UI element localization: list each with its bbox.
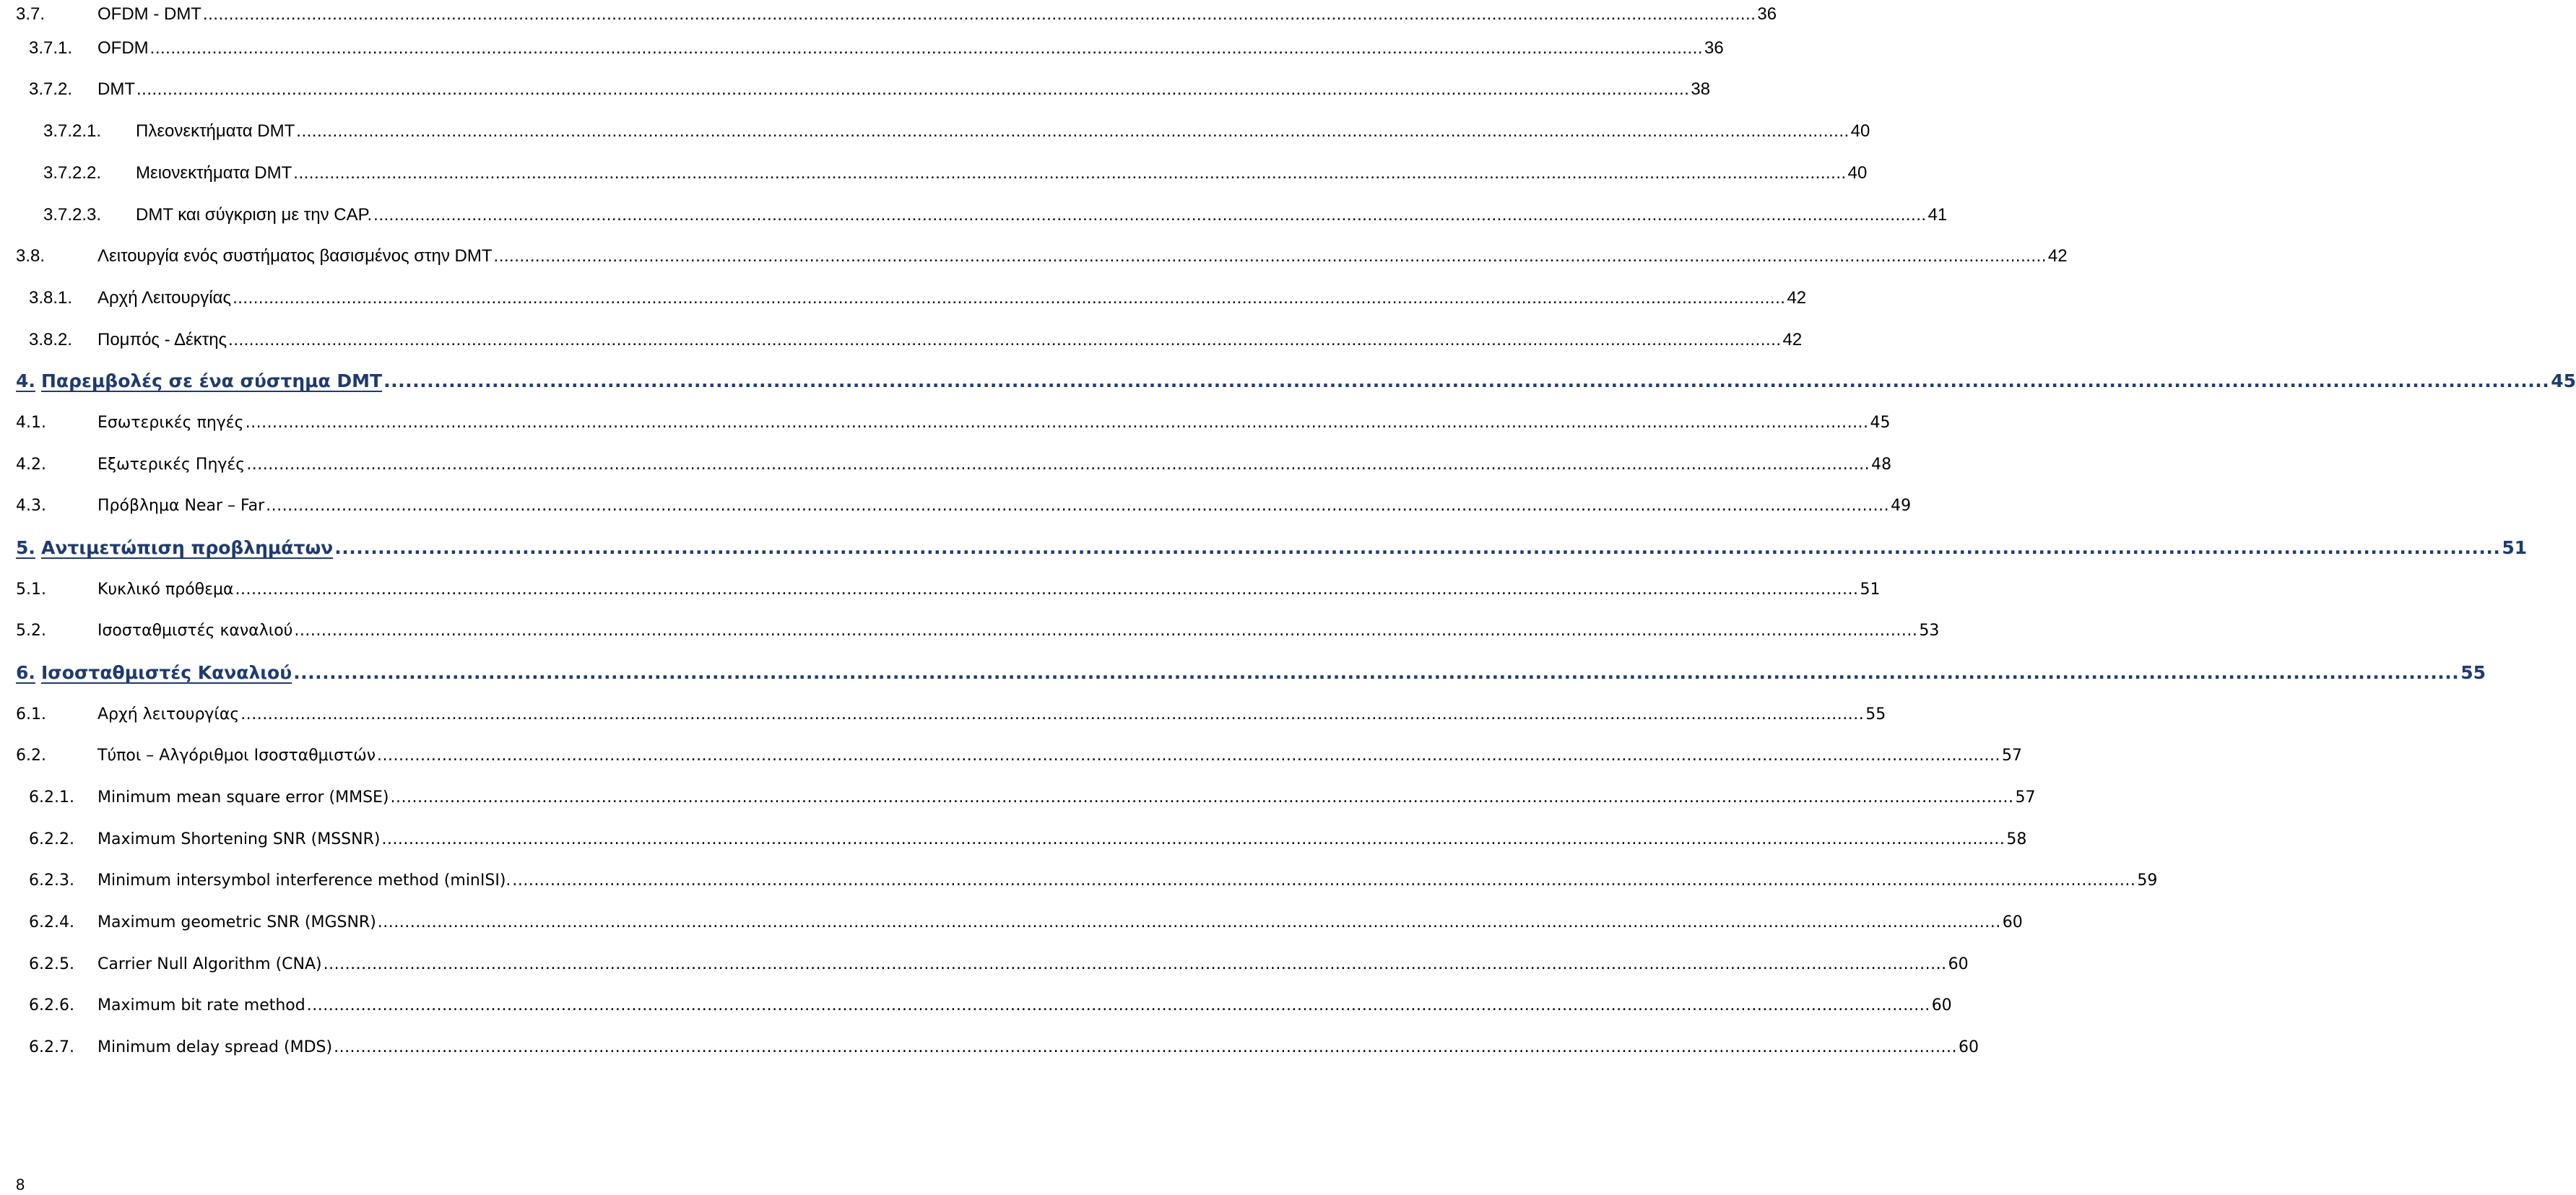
dot-leader: ............................................................................................................................................................................................................................................................................................................	[233, 288, 1786, 308]
toc-entry-page: 42	[2047, 246, 2068, 266]
toc-entry[interactable]	[16, 742, 2022, 770]
toc-entry-number: 3.7.2.	[29, 79, 73, 99]
toc-entry-page: 36	[1704, 38, 1724, 58]
toc-entry-page: 40	[1850, 121, 1870, 141]
dot-leader: ............................................................................................................................................................................................................................................................................................................	[381, 830, 2005, 848]
toc-entry-number: 3.7.2.3.	[43, 205, 102, 225]
toc-entry-page: 59	[2137, 872, 2158, 890]
dot-leader: ............................................................................................................................................................................................................................................................................................................	[334, 537, 2501, 558]
toc-entry[interactable]	[29, 75, 1711, 104]
toc-entry[interactable]	[16, 492, 1912, 521]
toc-entry-number: 6.2.1.	[29, 788, 74, 807]
toc-entry-title: Minimum intersymbol interference method (minISI).	[97, 872, 511, 890]
toc-entry-title: Αντιμετώπιση προβλημάτων	[41, 537, 334, 558]
toc-entry-number: 6.	[16, 662, 35, 683]
toc-entry-page: 60	[2002, 913, 2023, 931]
dot-leader: ............................................................................................................................................................................................................................................................................................................	[306, 996, 1930, 1014]
toc-entry-title: Πομπός - Δέκτης	[97, 330, 227, 349]
dot-leader: ............................................................................................................................................................................................................................................................................................................	[390, 788, 2014, 807]
toc-entry-title: Ισοσταθμιστές Καναλιού	[41, 662, 292, 683]
toc-entry-title: Αρχή Λειτουργίας	[97, 288, 232, 308]
toc-entry-page: 55	[2460, 662, 2486, 683]
toc-entry-number: 6.2.2.	[29, 830, 74, 848]
toc-entry[interactable]	[16, 409, 1891, 438]
dot-leader: ............................................................................................................................................................................................................................................................................................................	[293, 662, 2460, 683]
toc-entry-page: 48	[1871, 456, 1892, 474]
toc-entry-title: Carrier Null Algorithm (CNA)	[97, 955, 322, 973]
toc-entry-page: 41	[1927, 205, 1948, 225]
toc-entry-number: 3.7.	[16, 4, 45, 24]
toc-entry-number: 3.7.2.2.	[43, 163, 102, 183]
toc-entry[interactable]	[29, 783, 2036, 812]
dot-leader: ............................................................................................................................................................................................................................................................................................................	[377, 747, 2000, 765]
toc-entry[interactable]	[43, 201, 1948, 230]
toc-entry-title: OFDM - DMT	[97, 4, 201, 24]
toc-entry-page: 40	[1847, 163, 1868, 183]
toc-entry-page: 45	[2551, 370, 2576, 391]
toc-entry-page: 58	[2006, 830, 2027, 848]
dot-leader: ............................................................................................................................................................................................................................................................................................................	[296, 121, 1849, 141]
toc-entry[interactable]	[16, 575, 1881, 604]
dot-leader: ............................................................................................................................................................................................................................................................................................................	[512, 872, 2136, 890]
toc-entry-title: Πλεονεκτήματα DMT	[136, 121, 295, 141]
toc-entry-page: 45	[1870, 414, 1891, 432]
toc-entry-page: 57	[2015, 788, 2036, 807]
toc-entry[interactable]	[16, 451, 1892, 479]
toc-chapter-entry[interactable]	[16, 659, 2486, 687]
toc-entry[interactable]	[16, 0, 1777, 29]
toc-entry-title: OFDM	[97, 38, 149, 58]
toc-entry[interactable]	[29, 1033, 1979, 1062]
dot-leader: ............................................................................................................................................................................................................................................................................................................	[202, 4, 1756, 24]
dot-leader: ............................................................................................................................................................................................................................................................................................................	[373, 205, 1927, 225]
toc-entry[interactable]	[43, 159, 1868, 188]
toc-entry-page: 42	[1787, 288, 1807, 308]
toc-entry[interactable]	[29, 866, 2158, 895]
toc-entry-page: 60	[1948, 955, 1969, 973]
toc-entry-title: Maximum geometric SNR (MGSNR)	[97, 913, 376, 931]
toc-entry-title: Παρεμβολές σε ένα σύστημα DMT	[41, 370, 383, 391]
toc-entry-page: 55	[1865, 705, 1886, 723]
toc-entry-page: 36	[1757, 4, 1777, 24]
dot-leader: ............................................................................................................................................................................................................................................................................................................	[245, 414, 1869, 432]
toc-entry-page: 60	[1959, 1038, 1979, 1056]
toc-entry[interactable]	[16, 242, 2068, 271]
toc-entry-number: 6.2.4.	[29, 913, 74, 931]
toc-entry-number: 3.8.	[16, 246, 45, 266]
toc-entry-title: Κυκλικό πρόθεμα	[97, 581, 234, 599]
toc-chapter-entry[interactable]	[16, 534, 2528, 562]
toc-entry-page: 60	[1931, 996, 1952, 1014]
dot-leader: ............................................................................................................................................................................................................................................................................................................	[228, 330, 1782, 349]
toc-entry-number: 4.2.	[16, 456, 46, 474]
toc-entry-page: 49	[1891, 497, 1912, 515]
toc-entry-title: Αρχή λειτουργίας	[97, 705, 240, 723]
dot-leader: ............................................................................................................................................................................................................................................................................................................	[334, 1038, 1958, 1056]
toc-entry-title: Μειονεκτήματα DMT	[136, 163, 292, 183]
dot-leader: ............................................................................................................................................................................................................................................................................................................	[377, 913, 2001, 931]
dot-leader: ............................................................................................................................................................................................................................................................................................................	[293, 163, 1847, 183]
dot-leader: ............................................................................................................................................................................................................................................................................................................	[246, 456, 1870, 474]
toc-entry[interactable]	[16, 700, 1886, 729]
toc-entry[interactable]	[29, 284, 1807, 313]
toc-entry-title: Maximum bit rate method	[97, 996, 305, 1014]
dot-leader: ............................................................................................................................................................................................................................................................................................................	[235, 581, 1859, 599]
toc-entry-number: 6.1.	[16, 705, 46, 723]
toc-entry[interactable]	[43, 117, 1870, 146]
toc-entry-number: 5.	[16, 537, 35, 558]
toc-entry-title: Minimum delay spread (MDS)	[97, 1038, 333, 1056]
toc-entry-number: 3.8.2.	[29, 330, 73, 349]
toc-entry-page: 42	[1782, 330, 1803, 349]
toc-entry-number: 6.2.5.	[29, 955, 74, 973]
toc-entry[interactable]	[29, 825, 2027, 854]
toc-entry-number: 5.1.	[16, 581, 46, 599]
toc-entry[interactable]	[29, 326, 1803, 355]
toc-entry-title: Εξωτερικές Πηγές	[97, 456, 246, 474]
toc-entry-title: Τύποι – Αλγόριθμοι Ισοσταθμιστών	[97, 747, 376, 765]
toc-entry[interactable]	[29, 991, 1952, 1020]
toc-entry-number: 3.7.2.1.	[43, 121, 102, 141]
dot-leader: ............................................................................................................................................................................................................................................................................................................	[493, 246, 2047, 266]
dot-leader: ............................................................................................................................................................................................................................................................................................................	[136, 79, 1690, 99]
toc-entry-number: 6.2.3.	[29, 872, 74, 890]
toc-entry[interactable]	[29, 950, 1969, 979]
toc-chapter-entry[interactable]	[16, 367, 2576, 396]
dot-leader: ............................................................................................................................................................................................................................................................................................................	[240, 705, 1865, 723]
page-number: 8	[16, 1176, 25, 1194]
toc-entry[interactable]	[29, 34, 1724, 63]
toc-entry-title: DMT	[97, 79, 135, 99]
dot-leader: ............................................................................................................................................................................................................................................................................................................	[149, 38, 1704, 58]
toc-entry-page: 57	[2001, 747, 2022, 765]
toc-entry-number: 6.2.6.	[29, 996, 74, 1014]
toc-entry[interactable]	[29, 908, 2023, 937]
toc-entry-title: Λειτουργία ενός συστήματος βασισμένος στην DMT	[97, 246, 493, 266]
dot-leader: ............................................................................................................................................................................................................................................................................................................	[383, 370, 2550, 391]
toc-entry-number: 3.7.1.	[29, 38, 73, 58]
toc-entry-number: 4.1.	[16, 414, 46, 432]
toc-entry-page: 51	[2502, 537, 2528, 558]
toc-entry[interactable]	[16, 617, 1940, 646]
dot-leader: ............................................................................................................................................................................................................................................................................................................	[266, 497, 1890, 515]
toc-entry-title: Εσωτερικές πηγές	[97, 414, 244, 432]
toc-entry-number: 6.2.7.	[29, 1038, 74, 1056]
toc-entry-number: 3.8.1.	[29, 288, 73, 308]
toc-entry-title: Ισοσταθμιστές καναλιού	[97, 622, 293, 640]
toc-entry-title: Minimum mean square error (MMSE)	[97, 788, 389, 807]
toc-entry-title: Maximum Shortening SNR (MSSNR)	[97, 830, 381, 848]
toc-entry-title: DMT και σύγκριση με την CAP.	[136, 205, 373, 225]
toc-entry-title: Πρόβλημα Near – Far	[97, 497, 265, 515]
toc-entry-page: 38	[1691, 79, 1711, 99]
dot-leader: ............................................................................................................................................................................................................................................................................................................	[294, 622, 1918, 640]
toc-entry-number: 4.	[16, 370, 35, 391]
toc-entry-number: 4.3.	[16, 497, 46, 515]
toc-entry-page: 53	[1919, 622, 1940, 640]
toc-entry-number: 5.2.	[16, 622, 46, 640]
toc-entry-number: 6.2.	[16, 747, 46, 765]
toc-entry-page: 51	[1860, 581, 1881, 599]
dot-leader: ............................................................................................................................................................................................................................................................................................................	[323, 955, 1947, 973]
